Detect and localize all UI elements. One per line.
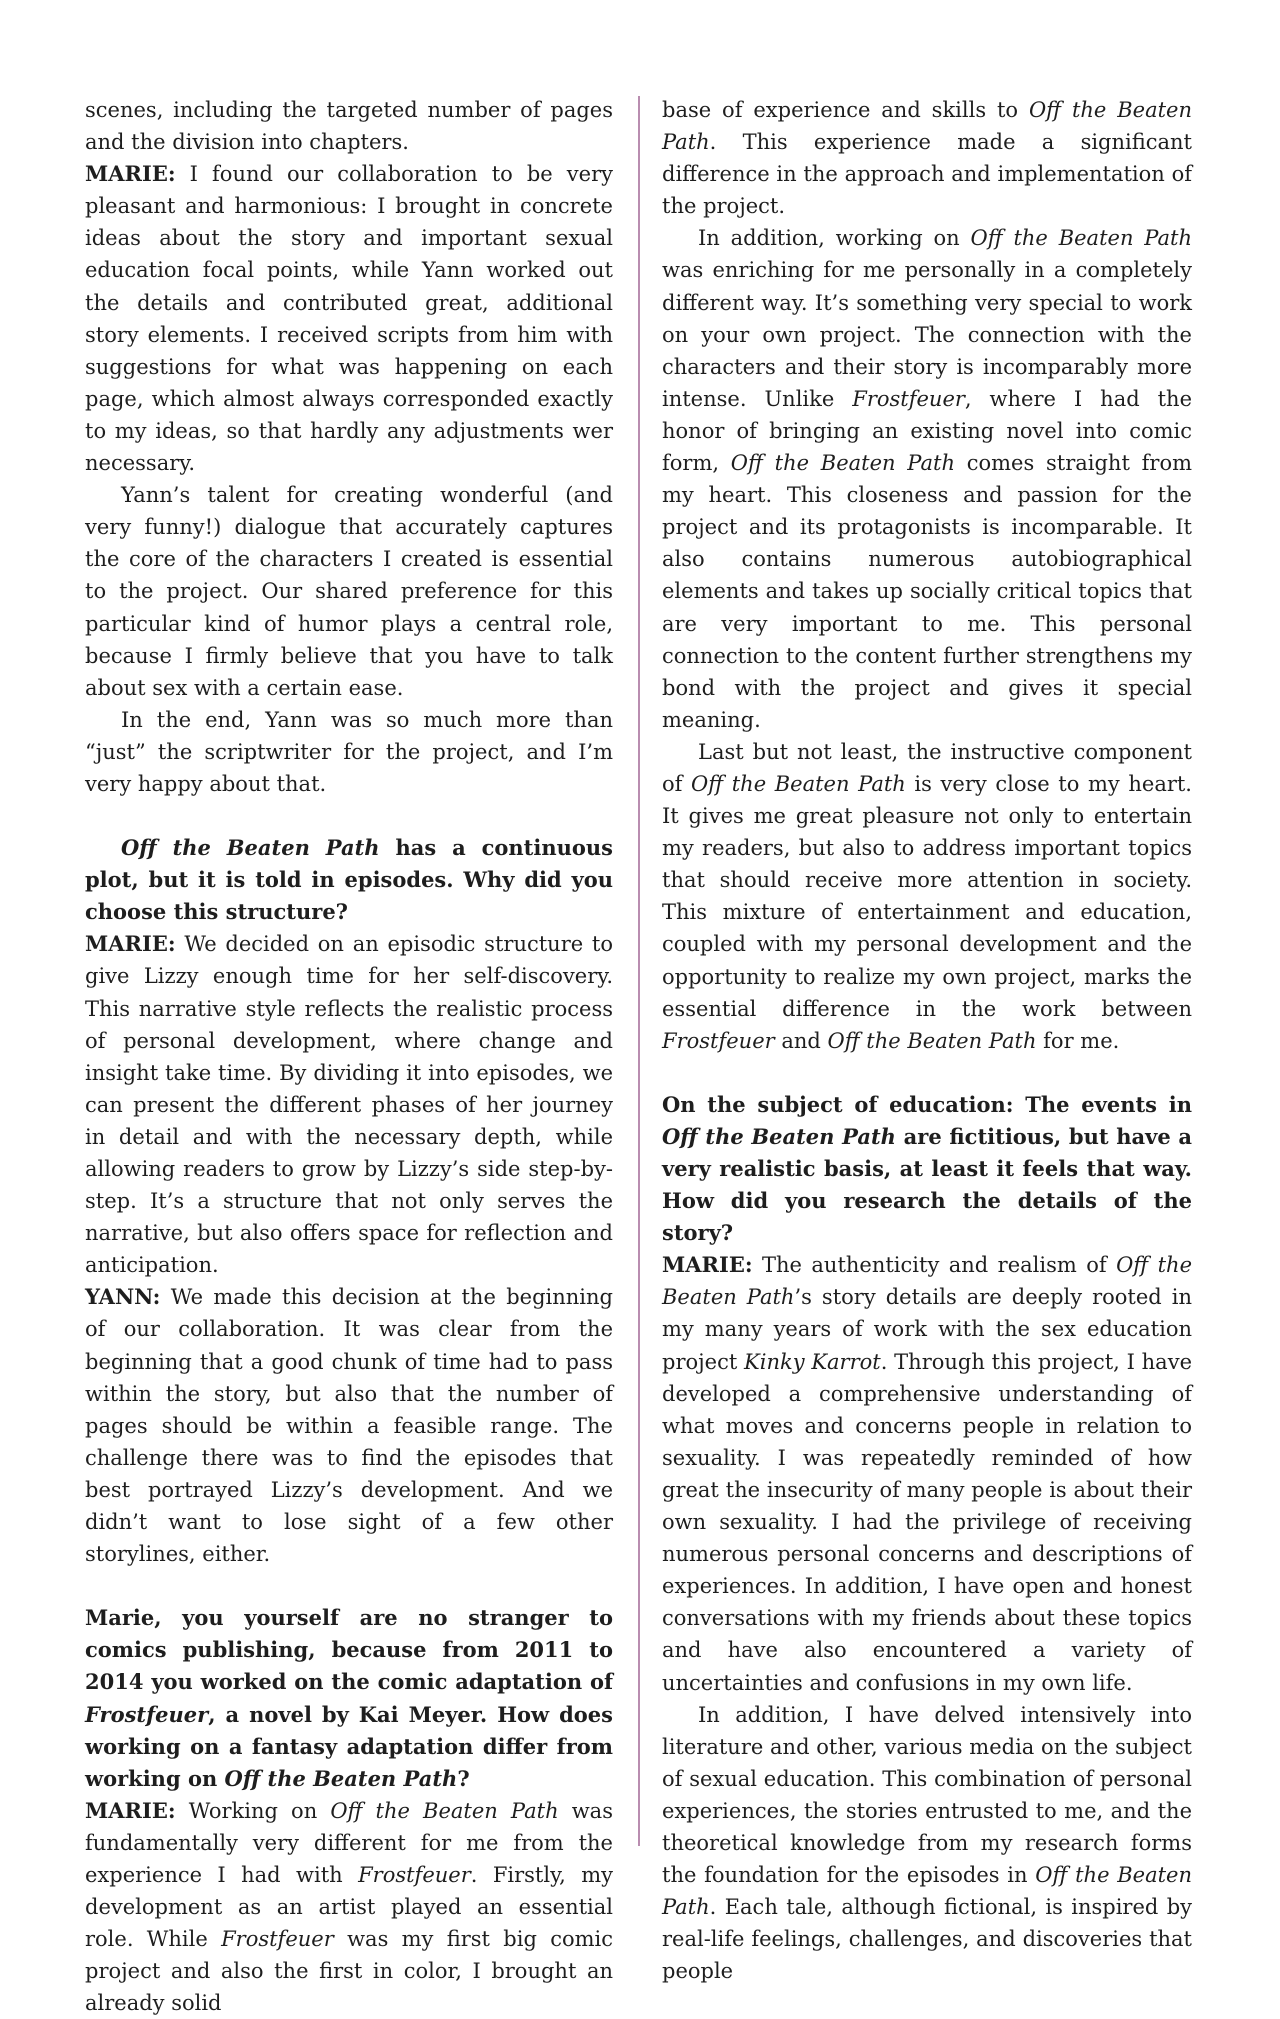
left-column (85, 94, 613, 2019)
paragraph: In the end, Yann was so much more than “just” the scriptwriter for the project, and I’m very happy about that. (85, 707, 613, 796)
text-span: base of experience and skills to (662, 98, 1029, 122)
answer-text: I found our collaboration to be very pleasant and harmonious: I brought in concrete ideas about the story and important sexual education focal points, while Yann worked out the details and contributed great, additional story elements. I received scripts from him with suggestions for what was happening on each page, which almost always corresponded exactly to my ideas, so that hardly any adjustments wer necessary. (85, 162, 613, 476)
text-span: Last but not least, the instructive component of (662, 739, 1192, 796)
question-text: has a continuous plot, but it is told in episodes. Why did you choose this structure? (85, 835, 613, 925)
book-title: Off the Beaten Path (662, 1253, 1193, 1310)
text-span: In addition, working on (698, 226, 971, 251)
book-title: Off the Beaten Path (224, 1765, 458, 1791)
question-text: ? (457, 1765, 470, 1791)
interview-question (662, 1089, 1192, 1249)
interview-question (85, 1602, 613, 1795)
book-title: Frostfeuer (662, 1028, 775, 1053)
book-title: Frostfeuer (358, 1862, 471, 1887)
book-title: Off the Beaten Path (970, 226, 1192, 251)
speaker-label: MARIE: (85, 1797, 176, 1823)
answer-text: The authenticity and realism of (752, 1253, 1117, 1278)
speaker-label: MARIE: (662, 1252, 753, 1278)
paragraph (85, 158, 613, 479)
book-title: Off the Beaten Path (662, 1123, 896, 1149)
column-divider (638, 96, 640, 1846)
book-title: Frostfeuer (85, 1701, 209, 1727)
book-title: Off the Beaten Path (730, 451, 955, 476)
answer-text: was my first big comic project and also the first in color, I brought an already solid (85, 1927, 613, 2016)
answer-text: Working on (175, 1798, 331, 1823)
answer-text: We decided on an episodic structure to give Lizzy enough time for her self-discovery. This narrative style reflects the realistic process of personal development, where change and insight take time. By dividing it into episodes, we can present the different phases of her journey in detail and with the necessary depth, while allowing readers to grow by Lizzy’s side step-by-step. It’s a structure that not only serves the narrative, but also offers space for reflection and anticipation. (85, 932, 613, 1278)
text-span: for me. (1036, 1028, 1120, 1053)
question-text: , a novel by Kai Meyer. How does working on a fantasy adaptation differ from working on (85, 1701, 613, 1791)
book-title: Off the Beaten Path (662, 98, 1193, 155)
book-title: Off the Beaten Path (827, 1028, 1037, 1053)
book-title: Frostfeuer (221, 1927, 334, 1952)
paragraph (662, 222, 1192, 736)
text-span: comes straight from my heart. This closeness and passion for the project and its protagonists is incomparable. It also contains numerous autobiographical elements and takes up socially critical topics that are very important to me. This personal connection to the content further strengthens my bond with the project and gives it special meaning. (662, 451, 1192, 732)
paragraph: Yann’s talent for creating wonderful (and very funny!) dialogue that accurately captures the core of the characters I created is essential to the project. Our shared preference for this particular kind of humor plays a central role, because I firmly believe that you have to talk about sex with a certain ease. (85, 483, 613, 700)
text-span: In addition, I have delved intensively into literature and other, various media on the subject of sexual education. This combination of personal experiences, the stories entrusted to me, and the theoretical knowledge from my research forms the foundation for the episodes in (662, 1702, 1192, 1888)
paragraph (662, 1249, 1192, 1698)
answer-text: was fundamentally very different for me from the experience I had with (85, 1798, 613, 1887)
interview-question (85, 832, 613, 928)
answer-text: We made this decision at the beginning of our collaboration. It was clear from the beginning that a good chunk of time had to pass within the story, but also that the number of pages should be within a feasible range. The challenge there was to find the episodes that best portrayed Lizzy’s development. And we didn’t want to lose sight of a few other storylines, either. (85, 1285, 613, 1567)
paragraph (662, 1699, 1192, 1988)
project-title: Kinky Karrot (744, 1349, 881, 1374)
paragraph: scenes, including the targeted number of pages and the division into chapters. (85, 98, 613, 155)
text-span: . This experience made a significant difference in the approach and implementation of the project. (662, 130, 1192, 219)
text-span: , where I had the honor of bringing an existing novel into comic form, (662, 386, 1193, 476)
book-title: Frostfeuer (852, 386, 965, 411)
paragraph (85, 928, 613, 1281)
question-text: are fictitious, but have a very realistic basis, at least it feels that way. How did you research the details of the story? (662, 1123, 1192, 1246)
text-span: . Each tale, although fictional, is inspired by real-life feelings, challenges, and discoveries that people (662, 1895, 1192, 1984)
paragraph (85, 1281, 613, 1570)
answer-text: . Through this project, I have developed a comprehensive understanding of what moves and concerns people in relation to sexuality. I was repeatedly reminded of how great the insecurity of many people is about their own sexuality. I had the privilege of receiving numerous personal concerns and descriptions of experiences. In addition, I have open and honest conversations with my friends about these topics and have also encountered a variety of uncertainties and confusions in my own life. (662, 1349, 1192, 1695)
book-title: Off the Beaten Path (330, 1798, 559, 1823)
speaker-label: MARIE: (85, 931, 176, 957)
paragraph (85, 1795, 613, 2019)
speaker-label: YANN: (85, 1284, 161, 1310)
book-title: Off the Beaten Path (121, 835, 380, 861)
speaker-label: MARIE: (85, 161, 176, 187)
question-text: Marie, you yourself are no stranger to comics publishing, because from 2011 to 2014 you worked on the comic adaptation of (85, 1605, 613, 1695)
answer-text: ’s story details are deeply rooted in my many years of work with the sex education project (662, 1285, 1192, 1374)
text-span: and (774, 1028, 828, 1053)
paragraph (662, 94, 1192, 222)
text-span: is very close to my heart. It gives me great pleasure not only to entertain my readers, but also to address important topics that should receive more attention in society. This mixture of entertainment and education, coupled with my personal development and the opportunity to realize my own project, marks the essential difference in the work between (662, 771, 1192, 1021)
paragraph (662, 736, 1192, 1057)
book-title: Off the Beaten Path (691, 771, 906, 796)
text-span: was enriching for me personally in a completely different way. It’s something very special to work on your own project. The connection with the characters and their story is incomparably more intense. Unlike (662, 258, 1192, 411)
question-text: On the subject of education: The events in (662, 1091, 1192, 1117)
answer-text: . Firstly, my development as an artist played an essential role. While (85, 1862, 614, 1952)
right-column (662, 94, 1192, 1987)
book-title: Off the Beaten Path (662, 1863, 1193, 1920)
